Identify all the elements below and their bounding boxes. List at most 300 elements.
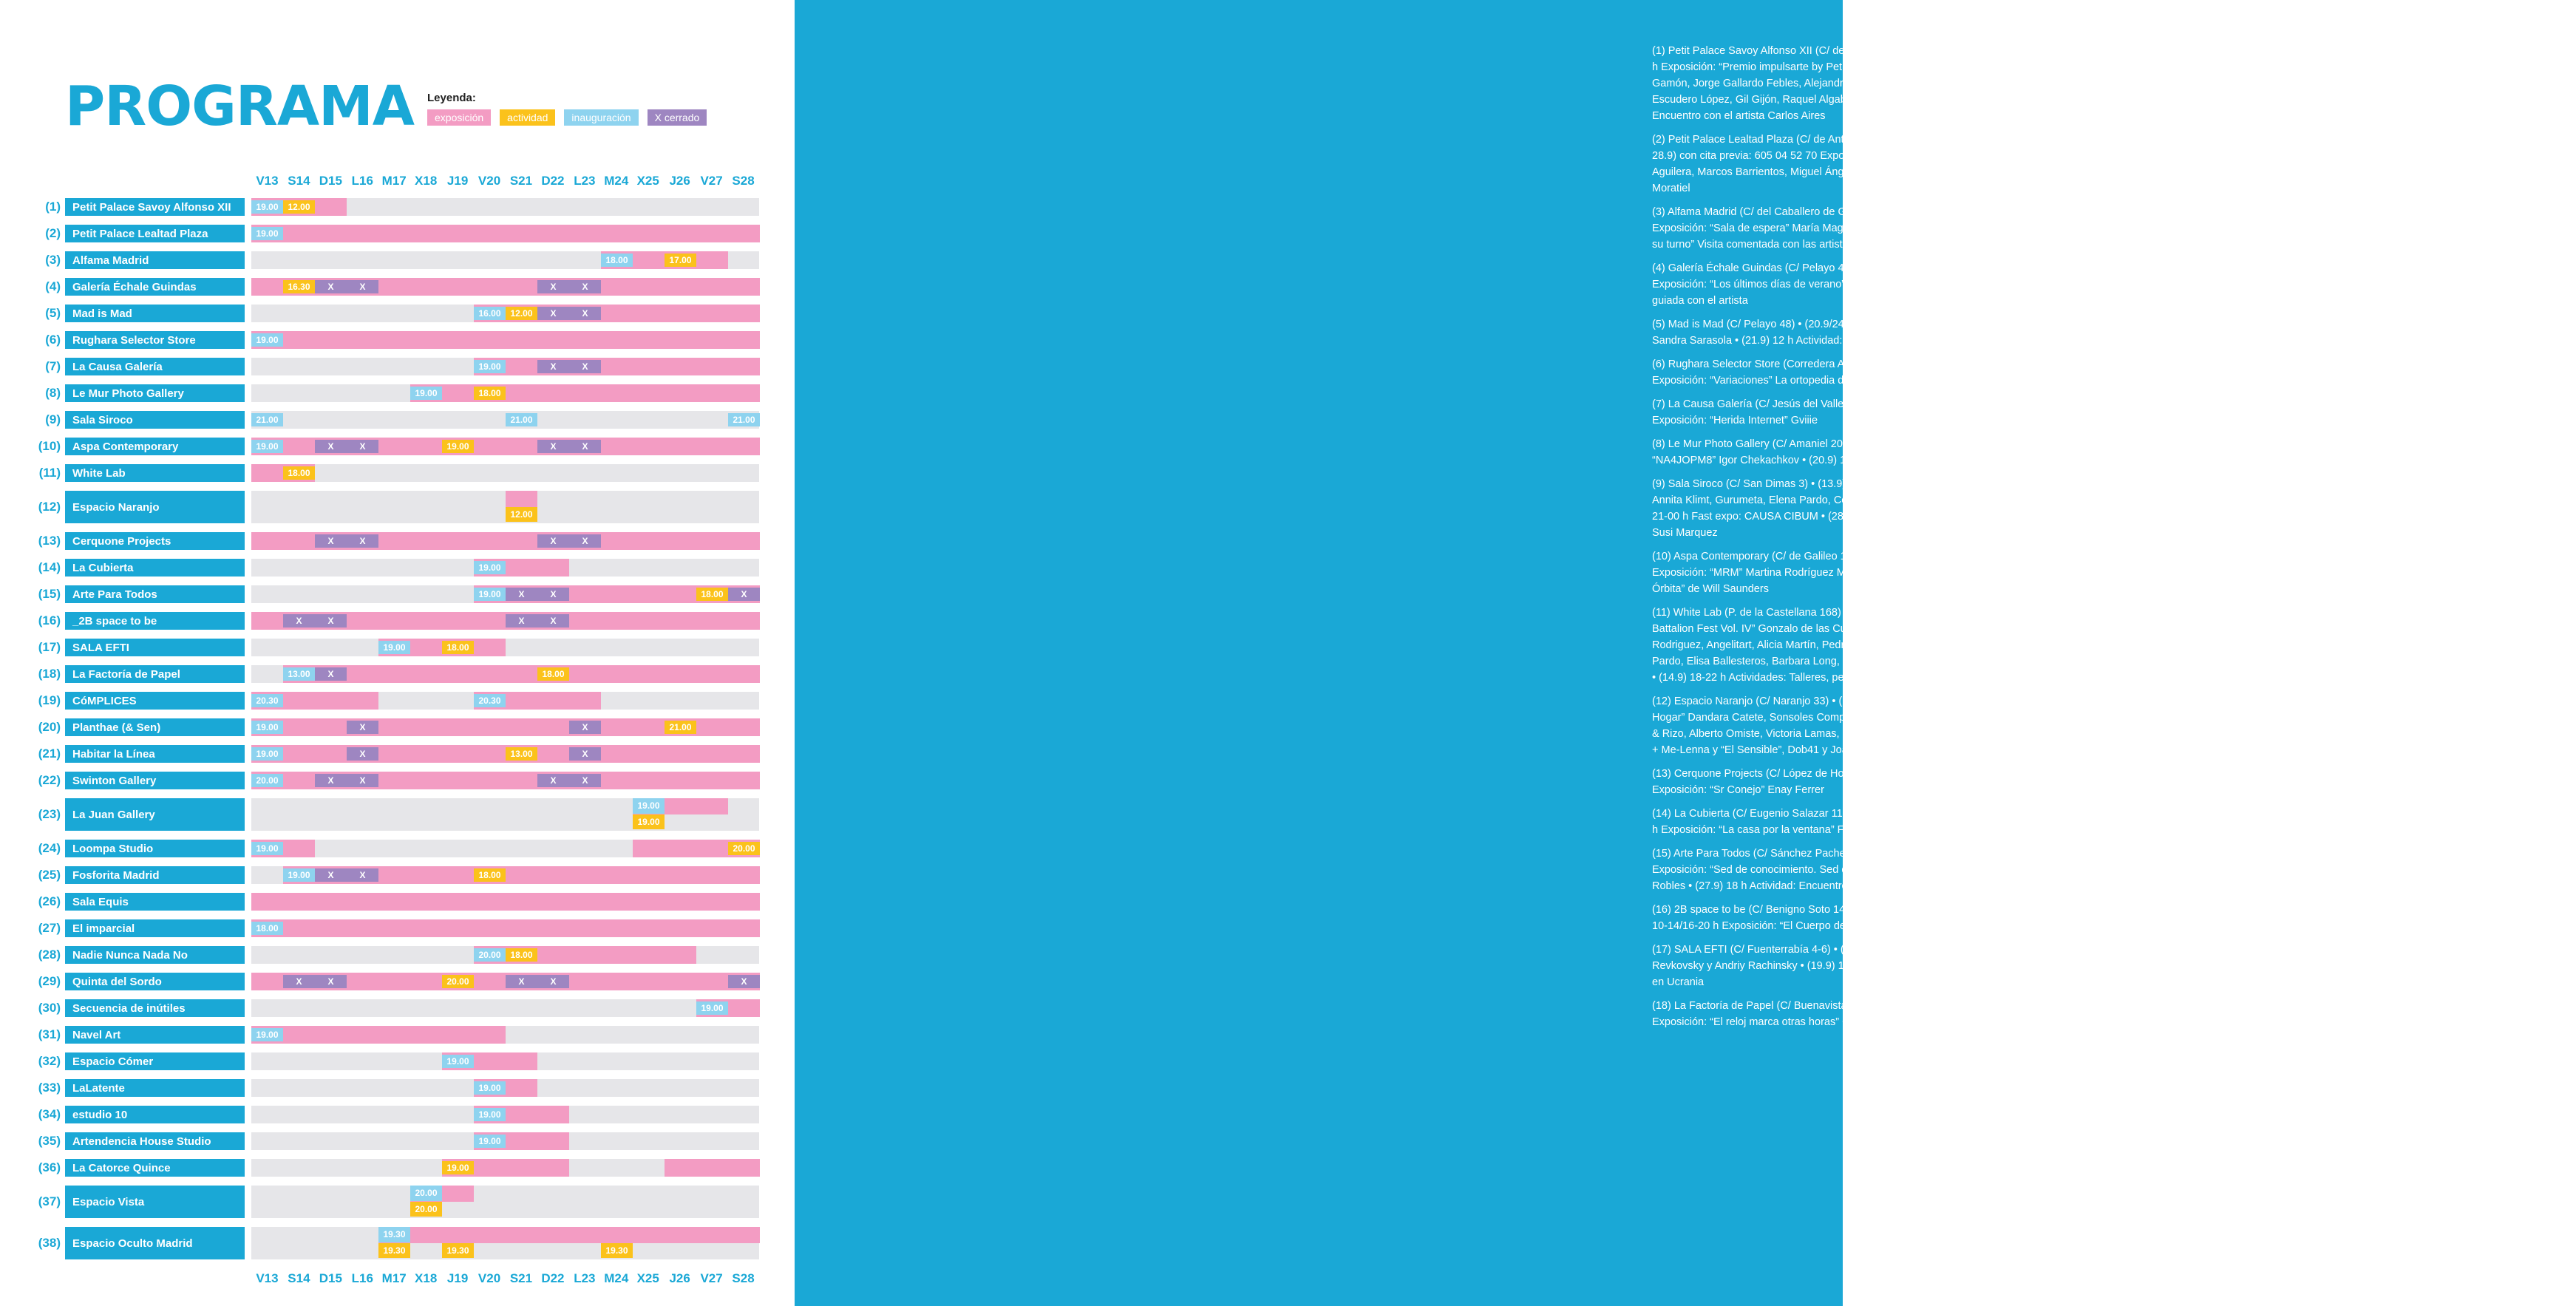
day-label: L16: [351, 174, 373, 188]
day-label: X18: [415, 1271, 438, 1285]
venue-row: [0, 661, 795, 687]
venue-row: [0, 835, 795, 862]
venue-entry: (16) 2B space to be (C/ Benigno Soto 14) • (12.9/11.10) L-V 9.30-14.30/16.30-19.30 h (28.9) 10-14/16-20 h Exposición: “El Cuerpo de Nuestro Tiempo” Alicia Velázquez: [1652, 904, 2090, 932]
day-label: V20: [478, 1271, 501, 1285]
actividad-cell: 12.00: [506, 507, 537, 522]
venue-number: (36): [38, 1160, 61, 1174]
venue-row: [0, 1128, 795, 1154]
programa-panel: [0, 0, 795, 1306]
actividad-cell: 16.30: [283, 280, 315, 293]
venue-number: (2): [45, 226, 61, 240]
day-label: D15: [319, 174, 342, 188]
venue-row: [0, 634, 795, 661]
venue-name: CóMPLICES: [65, 692, 245, 710]
venue-number: (9): [45, 412, 61, 426]
actividad-cell: 18.00: [696, 588, 728, 601]
inauguracion-cell: 19.00: [442, 1055, 474, 1068]
schedule-track: [251, 1132, 759, 1150]
venue-number: (6): [45, 333, 61, 347]
cerrado-cell: X: [537, 360, 569, 373]
day-label: S28: [732, 174, 755, 188]
venue-name: Galería Échale Guindas: [65, 278, 245, 296]
venue-row: [0, 968, 795, 995]
venue-number: (27): [38, 921, 61, 935]
venue-row: [0, 888, 795, 915]
venue-row: [0, 380, 795, 407]
cerrado-cell: X: [347, 534, 378, 548]
inauguracion-cell: 19.00: [410, 387, 442, 400]
schedule-track: [251, 665, 759, 683]
venue-name: Espacio Vista: [65, 1186, 245, 1218]
schedule-track: [251, 840, 759, 857]
day-label: D15: [319, 1271, 342, 1285]
day-header-bottom: [251, 1268, 759, 1289]
schedule-track: [251, 639, 759, 656]
day-label: J19: [446, 174, 469, 188]
day-label: L23: [574, 174, 596, 188]
day-label: J26: [669, 174, 690, 188]
schedule-track: [251, 225, 759, 242]
venue-number: (19): [38, 693, 61, 707]
inauguracion-cell: 19.30: [378, 1227, 410, 1242]
day-label: S14: [288, 174, 310, 188]
cerrado-cell: X: [569, 747, 601, 761]
venue-entry: (27) El Imparcial (C/ Duque de Alba 4) • (13.9/20.10) 12-01 h Exposición: “Distance can create affection” Geray Mena: [2121, 511, 2568, 539]
venue-row: [0, 353, 795, 380]
venue-row: [0, 273, 795, 300]
schedule-track: [251, 1079, 759, 1097]
inauguracion-cell: 19.00: [251, 440, 283, 453]
cerrado-cell: X: [506, 588, 537, 601]
venue-name: White Lab: [65, 464, 245, 482]
venue-number: (3): [45, 253, 61, 267]
venue-name: Alfama Madrid: [65, 251, 245, 269]
venue-entry: (21) Habitar la línea (C/ Amparo 91) • (13-28.9) M-V 17-21 h S-D 12-19 h Exposición: “Poética del derrumbe | lo apropiado” Estefanía Santiago • (21.9) 13 h Actividad: Taller Naturaleza Pop-up: [2121, 206, 2569, 251]
cerrado-cell: X: [537, 534, 569, 548]
venue-number: (10): [38, 439, 61, 453]
cerrado-cell: X: [569, 774, 601, 787]
cerrado-cell: X: [347, 868, 378, 882]
schedule-track: [251, 919, 759, 937]
venue-name: Quinta del Sordo: [65, 973, 245, 990]
exposicion-bar: [251, 1026, 506, 1044]
day-label: X25: [636, 1271, 659, 1285]
schedule-track: [251, 718, 759, 736]
venue-row: [0, 687, 795, 714]
exposicion-bar: [283, 665, 760, 683]
venue-name: Sala Siroco: [65, 411, 245, 429]
inauguracion-cell: 21.00: [251, 413, 283, 426]
venue-name: Espacio Cómer: [65, 1052, 245, 1070]
venue-number: (26): [38, 894, 61, 908]
inauguracion-cell: 18.00: [251, 922, 283, 935]
cerrado-cell: X: [347, 747, 378, 761]
actividad-cell: 18.00: [442, 641, 474, 654]
inauguracion-cell: 19.00: [251, 200, 283, 214]
cerrado-cell: X: [569, 360, 601, 373]
venue-name: Espacio Naranjo: [65, 491, 245, 523]
cerrado-cell: X: [347, 774, 378, 787]
venue-name: La Juan Gallery: [65, 798, 245, 831]
cerrado-cell: X: [315, 975, 347, 988]
venue-row: [0, 528, 795, 554]
venue-row: [0, 942, 795, 968]
venue-name: Petit Palace Savoy Alfonso XII: [65, 198, 245, 216]
cerrado-cell: X: [728, 975, 760, 988]
day-label: L23: [574, 1271, 596, 1285]
inauguracion-cell: 21.00: [506, 413, 537, 426]
venue-name: Cerquone Projects: [65, 532, 245, 550]
actividad-cell: 20.00: [410, 1202, 442, 1217]
venue-name: El imparcial: [65, 919, 245, 937]
schedule-track: [251, 1159, 759, 1177]
cerrado-cell: X: [537, 588, 569, 601]
venue-entry: (8) Le Mur Photo Gallery (C/ Amaniel 20) • (18-21.9) M-V 11-14/17-20 h S 12-15 h Exposición: “NA4JOPM8” Igor Chekachkov • (20.9) 18 h Actividad: Visita guiada con el artista: [1652, 438, 2098, 466]
venue-entry: (26) Sala Equis (C/ Duque de Alba 4) • (11-30.9) 12-02 h Exposición: “Siesta de Verano” Barbabrava: [2121, 471, 2538, 499]
actividad-cell: 18.00: [537, 667, 569, 681]
cerrado-cell: X: [506, 975, 537, 988]
inauguracion-cell: 19.00: [633, 798, 665, 814]
cerrado-cell: X: [537, 774, 569, 787]
inauguracion-cell: 19.00: [251, 721, 283, 734]
venue-name: La Causa Galería: [65, 358, 245, 375]
exposicion-bar: [251, 893, 760, 911]
venue-name: SALA EFTI: [65, 639, 245, 656]
venue-name: La Cubierta: [65, 559, 245, 577]
day-label: J26: [669, 1271, 690, 1285]
inauguracion-cell: 20.00: [410, 1186, 442, 1201]
day-label: V27: [700, 1271, 723, 1285]
venue-number: (14): [38, 560, 61, 574]
exposicion-bar: [665, 1159, 760, 1177]
actividad-cell: 18.00: [506, 948, 537, 962]
venue-row: [0, 794, 795, 835]
venue-name: Espacio Oculto Madrid: [65, 1227, 245, 1259]
actividad-cell: 19.00: [633, 814, 665, 829]
venue-name: Swinton Gallery: [65, 772, 245, 789]
venue-row: [0, 486, 795, 528]
venue-row: [0, 433, 795, 460]
venue-row: [0, 1021, 795, 1048]
schedule-track: [251, 532, 759, 550]
venue-entry: (13) Cerquone Projects (C/ López de Hoyos 64) • (12-28.9) M-V 14-21 h S-D con cita previa Exposición: “Sr Conejo” Enay Ferrer: [1652, 768, 2088, 796]
venue-number: (11): [38, 466, 61, 480]
cerrado-cell: X: [315, 614, 347, 628]
venue-number: (28): [38, 948, 61, 962]
venue-entry: (10) Aspa Contemporary (C/ de Galileo 19) • (13.9/11.10) M-V 17-20.30 h S 11-14.30 h Exposición: “MRM” Martina Rodríguez Morán • (19.9) 19 h Actividad: Video-Concierto “La Órbita” de Will Saunders: [1652, 551, 2076, 595]
inauguracion-cell: 19.00: [474, 1081, 506, 1095]
schedule-track: [251, 438, 759, 455]
inauguracion-cell: 19.00: [251, 227, 283, 240]
actividad-cell: 19.00: [442, 440, 474, 453]
cerrado-cell: X: [537, 440, 569, 453]
schedule-track: [251, 692, 759, 710]
schedule-track: [251, 358, 759, 375]
inauguracion-cell: 19.00: [251, 842, 283, 855]
actividad-cell: 12.00: [506, 307, 537, 320]
exposicion-bar: [251, 225, 760, 242]
day-label: J19: [446, 1271, 469, 1285]
venue-details-panel: [795, 0, 2572, 1306]
venue-name: Secuencia de inútiles: [65, 999, 245, 1017]
schedule-track: [251, 612, 759, 630]
inauguracion-cell: 20.30: [251, 694, 283, 707]
day-label: V27: [700, 174, 723, 188]
venue-row: [0, 1075, 795, 1101]
venue-number: (29): [38, 974, 61, 988]
venue-name: Planthae (& Sen): [65, 718, 245, 736]
venue-row: [0, 1101, 795, 1128]
legend-title: Leyenda:: [427, 92, 476, 104]
inauguracion-cell: 20.00: [251, 774, 283, 787]
venue-number: (13): [38, 534, 61, 548]
day-label: S28: [732, 1271, 755, 1285]
venue-entry: (20) Planthae (&Sen) (C/ Dr. Fourquet 30) • (13.9/13.10) M-V 17-20.30 h S 11.30-20.30 h D 11.30-14.30 h Exposición: “El futuro será ecofeminista o no será” Julia Juaniz, Niñapajaro, Laia Arqueros, Lengua Base, Lucía Loren, Isabel Moltó y Alicia Sen • (26.9) 21 h Actividad: Maridaje de arte y vinos radicales ecológicos: [2121, 134, 2572, 194]
actividad-cell: 20.00: [728, 842, 760, 855]
day-label: S14: [288, 1271, 310, 1285]
cerrado-cell: X: [537, 307, 569, 320]
legend-item: actividad: [500, 109, 555, 126]
inauguracion-cell: 16.00: [474, 307, 506, 320]
day-label: M24: [604, 1271, 629, 1285]
cerrado-cell: X: [347, 440, 378, 453]
venue-number: (18): [38, 667, 61, 681]
day-label: V13: [256, 174, 279, 188]
schedule-track: [251, 946, 759, 964]
schedule-track: [251, 745, 759, 763]
legend: [427, 109, 707, 126]
venue-entry: (34) estudio 10 (C/ Nicolás Morales 38-40, 1º estudio 10) • (20-22.9) 12-21 h Exposición: “Diálogos - especulares” Erick Miraval, Javier Erre, Daniel de la Barra y Rafael Jiménez Reyes: [2121, 871, 2569, 899]
venue-entry: (14) La Cubierta (C/ Eugenio Salazar 11, Bajo derecha) • (20-22.9) V-S 12-15/16-20 h D 12-15 h Exposición: “La casa por la ventana” Francisco Mayor y Laura Martínez Hernández: [1652, 808, 2100, 836]
inauguracion-cell: 18.00: [601, 254, 633, 267]
venue-name: Loompa Studio: [65, 840, 245, 857]
venue-number: (7): [45, 359, 61, 373]
day-label: L16: [351, 1271, 373, 1285]
cerrado-cell: X: [537, 975, 569, 988]
venue-number: (21): [38, 746, 61, 761]
venue-number: (12): [38, 500, 61, 514]
venue-entry: (22) Swinton Gallery (C/ Miguel Servet 21) • (13.9/26.10) M 17-21 X-V 11-14.30/17-21 h S 11.30-21 h Exposición: “Hacen el amor en nombre del diablo” Víctor Solana: [2121, 262, 2547, 290]
legend-item: exposición: [427, 109, 491, 126]
cerrado-cell: X: [537, 614, 569, 628]
actividad-cell: 20.00: [442, 975, 474, 988]
venue-name: Rughara Selector Store: [65, 331, 245, 349]
actividad-cell: 12.00: [283, 200, 315, 214]
venue-row: [0, 1048, 795, 1075]
venue-number: (33): [38, 1081, 61, 1095]
day-label: X25: [636, 174, 659, 188]
venue-name: Petit Palace Lealtad Plaza: [65, 225, 245, 242]
day-label: V20: [478, 174, 501, 188]
venue-row: [0, 460, 795, 486]
exposicion-bar: [506, 491, 537, 507]
inauguracion-cell: 20.30: [474, 694, 506, 707]
cerrado-cell: X: [283, 975, 315, 988]
day-label: X18: [415, 174, 438, 188]
cerrado-cell: X: [315, 868, 347, 882]
venue-entry: (31) Navel Art (P. de los Melancólicos 9 1ºA-B) • (13.9/20.10) L-V 10-20 h Exposición: “14003” Paula Valdeón: [2121, 703, 2566, 731]
venue-entry: (33) LaLatente (Av. Pedro Díez, 21bis 1ºF) • (20-21.9) V 19-22 h S 12-20 h Exposición: “Él no es, no soy yo, ella es, eres tú; dime quién” Paco Díaz, Dilyana Glogova, Roberto López, Andrea Perissinotto, Inma Liñana, Vega Berdón, Nacho Ruiz, Julia Martínez, Artur Sula, Daniel Rodriguez, Maribel Binimelis y Begoña Cid: [2121, 799, 2571, 860]
actividad-cell: 13.00: [506, 747, 537, 761]
venue-name: estudio 10: [65, 1106, 245, 1123]
venue-number: (37): [38, 1194, 61, 1208]
venue-entry: (23) La Juan Gallery (C/ Provisiones 26) • (25-27.9) 19-21 h Exposición: “Cohort Study Stage III” Romily Alice Walden, Laura G. Jones, Kiona H. Niehaus y Coven Berlin • (25.9) 19 h Actividades: Performance Coven Berlin: [2121, 302, 2563, 347]
venue-number: (1): [45, 200, 61, 214]
venue-entry: (19) CóMPLICES (C/ Salitre 23) • (13-16.9) 16-20 h Exposición: “El caso de Puerto Rico” Colectivo Agitarte, Osvaldo Budet, Claudia Claremi, Monica Felix, Karlo Andrei Ibarra, Rafael J. Miranda, Javier Orfon, Josué Pellot, Marili Pizarro, Ariadne Rodríguez, Gabriela Torres Ferrer y Jose Luis Vargas • (20-23.9) 16-20 h Exposición: “Primer ensayo sobre las islas imaginarias” Indira Montoya y Agostina Flamini: [2121, 45, 2561, 122]
venue-entry: (3) Alfama Madrid (C/ del Caballero de Gracia 14) • (24-27.9) M 18-21 h X-V 11-18 h Exposición: “Sala de espera” María Magán y Natasha Lelenco • (26.9) 17 h Actividad: “Espere su turno” Visita comentada con las artistas: [1652, 206, 2098, 251]
inauguracion-cell: 21.00: [728, 413, 760, 426]
venue-entry: (30) Secuencia de inútiles (Rda. de Segovia 38, local 4) • (27.9/27.10) X 16-19 h J-V 11-14/16-19 h • (28.9) 11-14 h Exposición: “Ruido - Seña” Florencia Kettner: [2121, 663, 2569, 691]
venue-number: (30): [38, 1001, 61, 1015]
legend-item: inauguración: [564, 109, 638, 126]
venue-name: Nadie Nunca Nada No: [65, 946, 245, 964]
venue-row: [0, 608, 795, 634]
venue-number: (16): [38, 613, 61, 628]
venue-entry: (24) Loompa Studio (C/ de las Peñuelas 11, local izquierdo) • (13-14.9/25-28.9) 18-21 h Exposición: “Far Side” Julia Cuadrado • (28.9) 20 h Actividad: Vídeo performance de Luis Rojas y música en directo de La Fiancée Solitaire: [2121, 358, 2543, 403]
venue-row: [0, 1181, 795, 1222]
venue-number: (8): [45, 386, 61, 400]
cerrado-cell: X: [347, 721, 378, 734]
venue-entry: (6) Rughara Selector Store (Corredera Alta de San Pablo 1) • (13-30.9) L-D 11.30-20.30 h Exposición: “Variaciones” La ortopedia del manco: [1652, 358, 2078, 387]
schedule-track: [251, 999, 759, 1017]
venue-number: (17): [38, 640, 61, 654]
venue-row: [0, 1222, 795, 1264]
venue-entry: (4) Galería Échale Guindas (C/ Pelayo 47) • (12.9/12.10) M-V 12-14.30/17-20 h S 12-18 h Exposición: “Los últimos días de verano” Vincent Moustache • (14.9) 16.30 h Actividad: Visita guiada con el artista: [1652, 262, 2093, 307]
inauguracion-cell: 19.00: [474, 561, 506, 574]
venue-entry: (7) La Causa Galería (C/ Jesús del Valle 27) • (20.9/26.10) M-S 11-14/16.30-20.30 h. Exposición: “Herida Internet” Gviiie: [1652, 398, 2054, 426]
inauguracion-cell: 19.00: [251, 1028, 283, 1041]
schedule-track: [251, 411, 759, 429]
cerrado-cell: X: [347, 280, 378, 293]
venue-entry: (12) Espacio Naranjo (C/ Naranjo 33) • (21.9) 12-23 h Exposición y actividades: “El Primer Hogar” Dandara Catete, Sonsoles Company de Betancourt, Daniel Rietti, Pablo Álvarez, Arpa & Rizo, Alberto Omiste, Victoria Lamas, Clara Te Canta, Warcyahl, Agnes P, Chawa, Easy Parx + Me-Lenna y “El Sensible”, Dob41 y Joaquín Madera Gamo: [1652, 695, 2103, 756]
schedule-track: [251, 798, 759, 831]
day-label: D22: [541, 1271, 565, 1285]
actividad-cell: 19.00: [442, 1161, 474, 1174]
venue-row: [0, 915, 795, 942]
day-label: V13: [256, 1271, 279, 1285]
actividad-cell: 17.00: [665, 254, 696, 267]
venue-name: Aspa Contemporary: [65, 438, 245, 455]
venue-number: (38): [38, 1236, 61, 1250]
venue-row: [0, 995, 795, 1021]
venue-name: Sala Equis: [65, 893, 245, 911]
venue-name: Fosforita Madrid: [65, 866, 245, 884]
schedule-track: [251, 331, 759, 349]
day-label: M17: [381, 174, 407, 188]
venue-number: (25): [38, 868, 61, 882]
schedule-track: [251, 1227, 759, 1259]
venue-number: (34): [38, 1107, 61, 1121]
page-title: PROGRAMA: [65, 75, 415, 138]
cerrado-cell: X: [283, 614, 315, 628]
venue-entry: (15) Arte Para Todos (C/ Sánchez Pacheco 39) • (20.9/18.10) L-J 11-14/17-19 h V 11-14 h Exposición: “Sed de conocimiento. Sed de realidad. Sed de números” Alejandro Ontiveros Robles • (27.9) 18 h Actividad: Encuentro Matemático (el orden de los números primos): [1652, 848, 2079, 892]
venue-column-1: [1652, 43, 2103, 1134]
day-label: S21: [509, 174, 533, 188]
cerrado-cell: X: [569, 280, 601, 293]
schedule-track: [251, 1052, 759, 1070]
inauguracion-cell: 19.00: [474, 1108, 506, 1121]
exposicion-bar: [474, 358, 760, 375]
cerrado-cell: X: [569, 534, 601, 548]
inauguracion-cell: 19.00: [474, 588, 506, 601]
legend-item: X cerrado: [648, 109, 707, 126]
venue-number: (4): [45, 279, 61, 293]
venue-name: Habitar la Línea: [65, 745, 245, 763]
venue-row: [0, 862, 795, 888]
cerrado-cell: X: [506, 614, 537, 628]
schedule-track: [251, 278, 759, 296]
inauguracion-cell: 19.00: [474, 360, 506, 373]
day-header-top: [251, 171, 759, 191]
day-label: D22: [541, 174, 565, 188]
venue-row: [0, 554, 795, 581]
exposicion-bar: [251, 919, 760, 937]
venue-row: [0, 247, 795, 273]
schedule-track: [251, 585, 759, 603]
schedule-track: [251, 251, 759, 269]
actividad-cell: 19.30: [601, 1243, 633, 1258]
venue-entry: (5) Mad is Mad (C/ Pelayo 48) • (20.9/24.10) M-S 17-21 h Exposición: “Desvanecencia” Sandra Sarasola • (21.9) 12 h Actividad: Visita guiada por la artista: [1652, 319, 2066, 347]
day-label: M24: [604, 174, 629, 188]
day-label: S21: [509, 1271, 533, 1285]
venue-entry: (38) Espacio Oculto Madrid (C/ Nicolás Usera 27) • (17-23.9) 10-14/16-20 h Exposición: “Eskhara” Yuri Tuma • (17.9) (19.9) (24.9) 19.30 h Actividad: Encuentros “Lateralidades. Informalidades a 4 manos” Conjuntos empáticos: [2121, 1080, 2537, 1124]
inauguracion-cell: 19.00: [283, 868, 315, 882]
venue-name: Artendencia House Studio: [65, 1132, 245, 1150]
schedule-track: [251, 1106, 759, 1123]
venue-row: [0, 194, 795, 220]
schedule-track: [251, 559, 759, 577]
venue-row: [0, 767, 795, 794]
schedule-track: [251, 305, 759, 322]
venue-number: (22): [38, 773, 61, 787]
schedule-track: [251, 384, 759, 402]
cerrado-cell: X: [537, 280, 569, 293]
actividad-cell: 18.00: [474, 868, 506, 882]
venue-row: [0, 327, 795, 353]
venue-name: _2B space to be: [65, 612, 245, 630]
schedule-track: [251, 464, 759, 482]
inauguracion-cell: 19.00: [251, 333, 283, 347]
venue-name: La Factoría de Papel: [65, 665, 245, 683]
actividad-cell: 21.00: [665, 721, 696, 734]
cerrado-cell: X: [315, 280, 347, 293]
schedule-track: [251, 866, 759, 884]
schedule-track: [251, 772, 759, 789]
cerrado-cell: X: [315, 440, 347, 453]
cerrado-cell: X: [728, 588, 760, 601]
cerrado-cell: X: [315, 534, 347, 548]
actividad-cell: 18.00: [474, 387, 506, 400]
venue-entry: (28) Nadie Nunca Nada No (C/ Arganzuela 9) • (20-26.9) V 20-22 h S 17-20 h D 12-15 h L-J 17-20 h Exposición: “Dismantlement” Taras Kovach, Alex Bykov, Oleksiy Radynskiy y Maksym Trebukhov • (21.9) 18 h Actividad: Iniciativas culturales en Kiev. Trabajando con el contexto soviético y postsoviético: [2121, 551, 2567, 611]
venue-name: Mad is Mad: [65, 305, 245, 322]
inauguracion-cell: 19.00: [378, 641, 410, 654]
schedule-track: [251, 1026, 759, 1044]
schedule-track: [251, 893, 759, 911]
cerrado-cell: X: [569, 440, 601, 453]
venue-name: LaLatente: [65, 1079, 245, 1097]
venue-entry: (1) Petit Palace Savoy Alfonso XII (C/ de Alfonso XII 18) • (13-15.9) V 19-22 h S-D 12-14/17-21 h Exposición: “Premio impulsarte by Petit Palace” Alba Milán , Nieves de la Fuente, Cristina Gamón, Jorge Gallardo Febles, Alejandro Ontiveros Robles, Laura F. Izuzquiza, Natalia Escudero López, Gil Gijón, Raquel Algaba, Lía Ateca y Geray Mena • (14.9) 12 h Actividad: Encuentro con el artista Carlos Aires: [1652, 45, 2102, 122]
venue-number: (35): [38, 1134, 61, 1148]
venue-row: [0, 1154, 795, 1181]
venue-number: (24): [38, 841, 61, 855]
exposicion-bar: [410, 384, 760, 402]
venue-number: (31): [38, 1027, 61, 1041]
venue-number: (15): [38, 587, 61, 601]
cerrado-cell: X: [315, 774, 347, 787]
venue-row: [0, 220, 795, 247]
venue-entry: (29) Quinta del Sordo (C/ del Rosario 15) • (13-27.9) L-V 10-19.30 h Exposición: “Realidad diluida” Jesús Tejero • (19.9) 20 h Actividad: Encuentro con el artista: [2121, 623, 2550, 651]
exposicion-bar: [251, 331, 760, 349]
